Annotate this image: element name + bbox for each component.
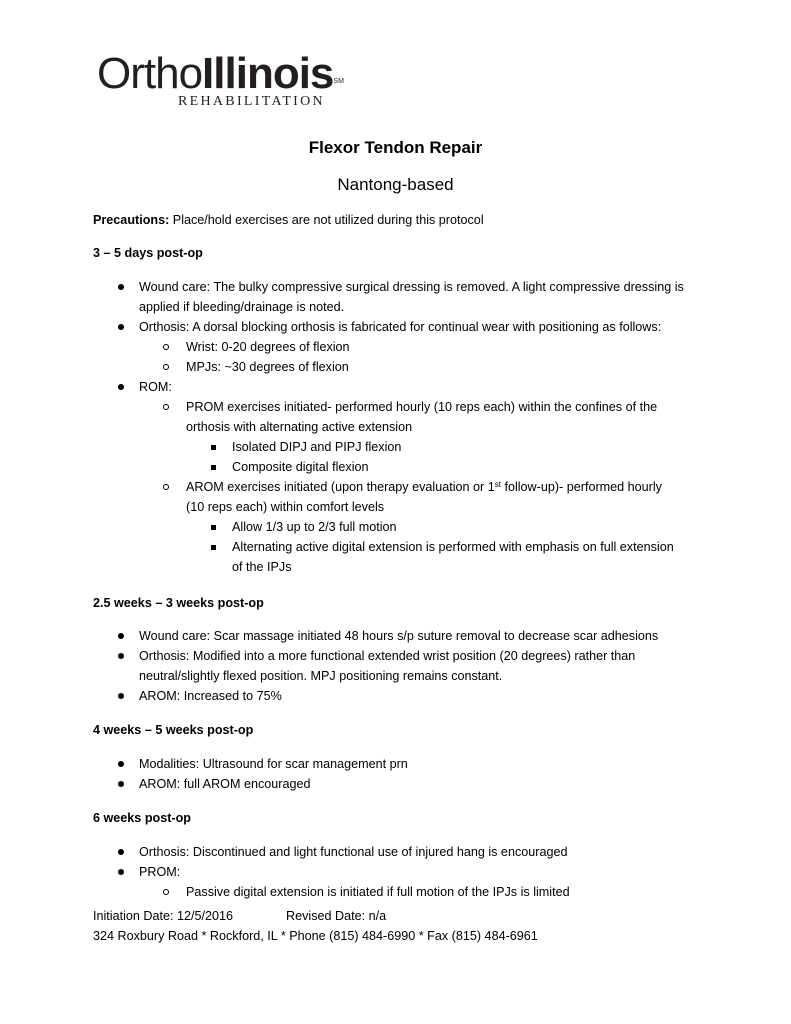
section-heading-4-5-weeks: 4 weeks – 5 weeks post-op [93,723,254,737]
logo-service-mark: SM [333,78,344,85]
section-heading-6-weeks: 6 weeks post-op [93,811,191,825]
precautions-label: Precautions: [93,213,170,227]
s1-arom-line2: (10 reps each) within comfort levels [186,500,385,514]
bullet-icon [118,869,124,875]
s1-mpjs: MPJs: ~30 degrees of flexion [186,360,349,374]
section-heading-2-5-3-weeks: 2.5 weeks – 3 weeks post-op [93,596,264,610]
s1-arom-alternating-line2: of the IPJs [232,560,292,574]
square-bullet-icon [211,445,216,450]
s1-prom-isolated: Isolated DIPJ and PIPJ flexion [232,440,402,454]
bullet-icon [118,284,124,290]
square-bullet-icon [211,545,216,550]
bullet-icon [118,384,124,390]
s1-prom-composite: Composite digital flexion [232,460,369,474]
footer-initiation-date: Initiation Date: 12/5/2016 [93,909,234,923]
footer-revised-date: Revised Date: n/a [286,909,387,923]
hollow-bullet-icon [163,364,169,370]
bullet-icon [118,653,124,659]
square-bullet-icon [211,465,216,470]
s4-orthosis: Orthosis: Discontinued and light functional use of injured hang is encouraged [139,845,568,859]
s1-arom-text-b: follow-up)- performed hourly [500,480,662,494]
s1-wound-care-line1: Wound care: The bulky compressive surgical dressing is removed. A light compressive dressing is [139,280,684,294]
s3-arom: AROM: full AROM encouraged [139,777,311,791]
s2-wound-care: Wound care: Scar massage initiated 48 hours s/p suture removal to decrease scar adhesions [139,629,659,643]
s2-arom: AROM: Increased to 75% [139,689,282,703]
s1-arom-line1 [186,477,662,497]
hollow-bullet-icon [163,484,169,490]
s3-modalities: Modalities: Ultrasound for scar management prn [139,757,408,771]
bullet-icon [118,633,124,639]
s2-orthosis-line2: neutral/slightly flexed position. MPJ positioning remains constant. [139,669,503,683]
s1-arom-alternating-line1: Alternating active digital extension is performed with emphasis on full extension [232,540,674,554]
document-title: Flexor Tendon Repair [308,138,483,157]
s1-wrist: Wrist: 0-20 degrees of flexion [186,340,350,354]
s1-rom: ROM: [139,380,172,394]
s1-prom-line2: orthosis with alternating active extension [186,420,413,434]
s4-prom: PROM: [139,865,181,879]
s1-arom-superscript: st [494,480,501,489]
section-heading-3-5-days: 3 – 5 days post-op [93,246,203,260]
s1-arom-text-a: AROM exercises initiated (upon therapy evaluation or 1 [186,480,495,494]
hollow-bullet-icon [163,404,169,410]
footer-address: 324 Roxbury Road * Rockford, IL * Phone (815) 484-6990 * Fax (815) 484-6961 [93,929,538,943]
bullet-icon [118,849,124,855]
bullet-icon [118,761,124,767]
logo-text-ortho: Ortho [97,49,203,98]
orthoillinois-logo [97,50,344,98]
logo-text-illinois: Illinois [202,49,334,98]
bullet-icon [118,693,124,699]
document-subtitle: Nantong-based [337,175,454,194]
logo-subtitle: REHABILITATION [178,94,325,109]
bullet-icon [118,781,124,787]
s1-wound-care-line2: applied if bleeding/drainage is noted. [139,300,345,314]
s4-prom-passive: Passive digital extension is initiated if full motion of the IPJs is limited [186,885,570,899]
precautions-line [93,210,484,230]
precautions-text: Place/hold exercises are not utilized during this protocol [169,213,484,227]
square-bullet-icon [211,525,216,530]
hollow-bullet-icon [163,344,169,350]
s1-prom-line1: PROM exercises initiated- performed hourly (10 reps each) within the confines of the [186,400,658,414]
s1-orthosis: Orthosis: A dorsal blocking orthosis is fabricated for continual wear with positioning as follows: [139,320,662,334]
bullet-icon [118,324,124,330]
s2-orthosis-line1: Orthosis: Modified into a more functional extended wrist position (20 degrees) rather than [139,649,636,663]
s1-arom-allow: Allow 1/3 up to 2/3 full motion [232,520,397,534]
hollow-bullet-icon [163,889,169,895]
